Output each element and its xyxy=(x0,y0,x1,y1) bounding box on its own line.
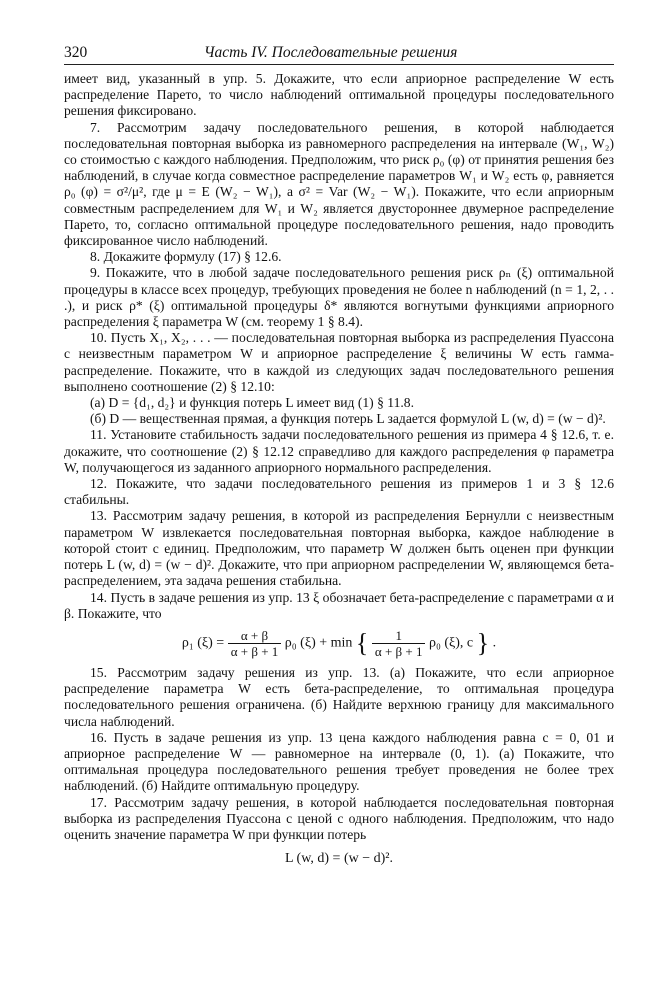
exercise-10a: (а) D = {d₁, d₂} и функция потерь L имеет вид (1) § 11.8. xyxy=(90,395,414,411)
fraction-1-numerator: α + β xyxy=(228,628,282,644)
page-number: 320 xyxy=(64,44,88,61)
exercise-11: 11. Установите стабильность задачи последовательного решения из примера 4 § 12.6, т. е. докажите, что соотношение (2) § 12.12 справедливо для каждого распределения φ параметра W, получающегося из заданного априорного нормального распределения. xyxy=(64,427,614,475)
formula-rest: ρ₀ (ξ), c xyxy=(428,635,474,651)
fraction-2 xyxy=(372,628,426,659)
fraction-2-numerator: 1 xyxy=(372,628,426,644)
paragraph-continuation: имеет вид, указанный в упр. 5. Докажите, что если априорное распределение W есть распределение Парето, то число наблюдений оптимальной процедуры последовательного решения фиксировано. xyxy=(64,71,614,119)
exercise-14: 14. Пусть в задаче решения из упр. 13 ξ обозначает бета-распределение с параметрами α и β. Покажите, что xyxy=(64,589,614,621)
formula-lhs: ρ₁ (ξ) = xyxy=(181,635,225,651)
formula-exercise-17: L (w, d) = (w − d)². xyxy=(285,851,393,867)
exercise-10: 10. Пусть X₁, X₂, . . . — последовательная повторная выборка из распределения Пуассона с неизвестным параметром W и априорное распределение ξ величины W есть гамма-распределение. Покажите, что в каждой из следующих задач последовательного решения выполнено соотношение (2) § 12.10: xyxy=(64,330,614,394)
page-body xyxy=(64,71,614,867)
exercise-15: 15. Рассмотрим задачу решения из упр. 13. (а) Покажите, что если априорное распределение параметра W есть бета-распределение, то оптимальная процедура последовательного решения ограничена. (б) Найдите верхнюю границу для максимального числа наблюдений. xyxy=(64,664,614,729)
exercise-12: 12. Покажите, что задачи последовательного решения из примеров 1 и 3 § 12.6 стабильны. xyxy=(64,476,614,508)
book-page xyxy=(64,44,614,871)
exercise-7: 7. Рассмотрим задачу последовательного решения, в которой наблюдается последовательная повторная выборка из равномерного распределения на интервале (W₁, W₂) со стоимостью c каждого наблюдения. Предположим, что риск ρ₀ (φ) от принятия решения без наблюдений, в случае когда совместное распределение параметров W₁ и W₂ есть φ, равняется ρ₀ (φ) = σ²/μ², где μ = E (W₂ − W₁), а σ² = Var (W₂ − W₁). Покажите, что если априорным совместным распределением для W₁ и W₂ является двустороннее двумерное распределение Парето, то, согласно оптимальной процедуре последовательного решения, надо проводить фиксированное число наблюдений. xyxy=(64,119,614,249)
brace-close: } xyxy=(476,628,490,658)
exercise-9: 9. Покажите, что в любой задаче последовательного решения риск ρₙ (ξ) оптимальной процедуры в классе всех процедур, требующих проведения не более n наблюдений (n = 1, 2, . . .), и риск ρ* (ξ) оптимальной процедуры δ* являются вогнутыми функциями априорного распределения ξ параметра W (см. теорему 1 § 8.4). xyxy=(64,265,614,330)
fraction-1 xyxy=(228,628,282,659)
exercise-17: 17. Рассмотрим задачу решения, в которой наблюдается последовательная повторная выборка из распределения Пуассона с ценой c одного наблюдения. Предположим, что надо оценить значение параметра W при функции потерь xyxy=(64,794,614,842)
exercise-13: 13. Рассмотрим задачу решения, в которой из распределения Бернулли с неизвестным параметром W извлекается последовательная повторная выборка, каждое наблюдение в которой стоит c единиц. Предположим, что параметр W должен быть оценен при функции потерь L (w, d) = (w − d)². Докажите, что при априорном распределении W, являющемся бета-распределением, эта задача решения стабильна. xyxy=(64,508,614,589)
page-header xyxy=(64,44,614,65)
formula-exercise-14 xyxy=(64,628,614,659)
exercise-8: 8. Докажите формулу (17) § 12.6. xyxy=(90,249,282,265)
fraction-1-denominator: α + β + 1 xyxy=(230,643,279,659)
formula-end: . xyxy=(492,635,497,651)
exercise-10b: (б) D — вещественная прямая, а функция потерь L задается формулой L (w, d) = (w − d)². xyxy=(90,411,606,427)
fraction-2-denominator: α + β + 1 xyxy=(374,643,423,659)
exercise-16: 16. Пусть в задаче решения из упр. 13 цена каждого наблюдения равна c = 0, 01 и априорное распределение W — равномерное на интервале (0, 1). (а) Покажите, что оптимальная процедура последовательного решения требует проведения не более трех наблюдений. (б) Найдите оптимальную процедуру. xyxy=(64,729,614,794)
brace-open: { xyxy=(355,628,369,658)
formula-mid: ρ₀ (ξ) + min xyxy=(284,635,353,651)
running-title: Часть IV. Последовательные решения xyxy=(203,44,458,61)
